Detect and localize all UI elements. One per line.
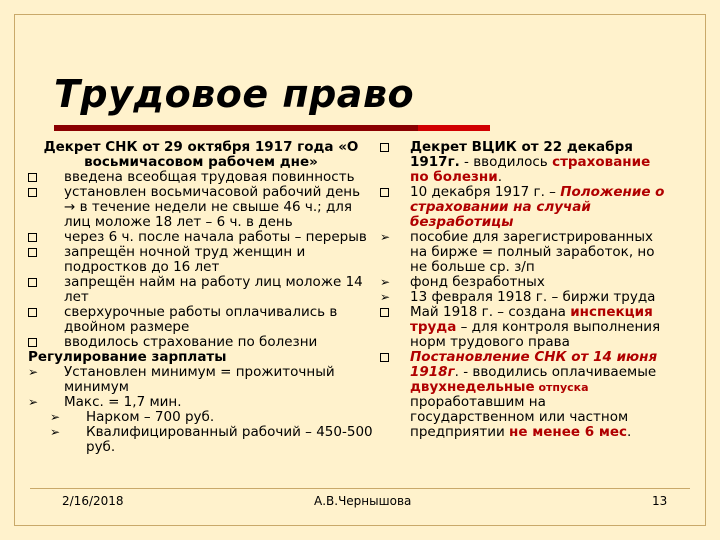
slide-title: Трудовое право <box>54 72 415 116</box>
list-subitem: ➢ Квалифицированный рабочий – 450-500 руб. <box>50 424 373 455</box>
arrow-bullet-icon: ➢ <box>380 230 391 244</box>
arrow-bullet-icon: ➢ <box>28 365 39 379</box>
square-bullet-icon <box>28 233 37 242</box>
square-bullet-icon <box>380 188 389 197</box>
square-bullet-icon <box>28 308 37 317</box>
wage-heading: Регулирование зарплаты <box>28 349 227 365</box>
footer-page-number: 13 <box>652 494 668 508</box>
footer-author: А.В.Чернышова <box>314 494 412 508</box>
square-bullet-icon <box>28 173 37 182</box>
list-item: 10 декабря 1917 г. – Положение о страховании на случай безработицы <box>380 185 670 230</box>
square-bullet-icon <box>28 188 37 197</box>
square-bullet-icon <box>28 248 37 257</box>
footer-date: 2/16/2018 <box>62 494 124 508</box>
square-bullet-icon <box>380 308 389 317</box>
footer-divider <box>30 488 690 489</box>
list-item: запрещён ночной труд женщин и подростков до 16 лет <box>28 245 374 275</box>
list-item: запрещён найм на работу лиц моложе 14 лет <box>28 275 374 305</box>
arrow-bullet-icon: ➢ <box>50 425 61 439</box>
list-item: введена всеобщая трудовая повинность <box>28 170 374 185</box>
list-item: Декрет ВЦИК от 22 декабря 1917г. - вводилось страхование по болезни. <box>380 140 670 185</box>
list-item: установлен восьмичасовой рабочий день → в течение недели не свыше 46 ч.; для лиц моложе 18 лет – 6 ч. в день <box>28 185 374 230</box>
square-bullet-icon <box>28 338 37 347</box>
arrow-bullet-icon: ➢ <box>50 410 61 424</box>
list-item: через 6 ч. после начала работы – перерыв <box>28 230 374 245</box>
list-item: Постановление СНК от 14 июня 1918г. - вводились оплачиваемые двухнедельные отпуска проработавшим на государственном или частном предприятии не менее 6 мес. <box>380 350 670 440</box>
decree-heading: Декрет СНК от 29 октября 1917 года «О восьмичасовом рабочем дне» <box>43 139 359 170</box>
list-subitem: ➢ Нарком – 700 руб. <box>50 409 215 425</box>
list-item: Май 1918 г. – создана инспекция труда – для контроля выполнения норм трудового права <box>380 305 670 350</box>
title-underline-red <box>418 125 490 131</box>
list-item: ➢ 13 февраля 1918 г. – биржи труда <box>380 289 656 305</box>
square-bullet-icon <box>380 353 389 362</box>
right-column <box>380 140 670 440</box>
left-column <box>28 140 374 455</box>
square-bullet-icon <box>28 278 37 287</box>
list-item: вводилось страхование по болезни <box>28 335 374 350</box>
list-item: ➢ Макс. = 1,7 мин. <box>28 394 182 410</box>
square-bullet-icon <box>380 143 389 152</box>
title-underline-dark <box>54 125 418 131</box>
list-item: ➢ Установлен минимум = прожиточный минимум <box>28 364 335 395</box>
list-item: ➢ пособие для зарегистрированных на бирже = полный заработок, но не больше ср. з/п <box>380 229 655 275</box>
arrow-bullet-icon: ➢ <box>380 290 391 304</box>
arrow-bullet-icon: ➢ <box>28 395 39 409</box>
arrow-bullet-icon: ➢ <box>380 275 391 289</box>
list-item: сверхурочные работы оплачивались в двойном размере <box>28 305 374 335</box>
list-item: ➢ фонд безработных <box>380 274 545 290</box>
